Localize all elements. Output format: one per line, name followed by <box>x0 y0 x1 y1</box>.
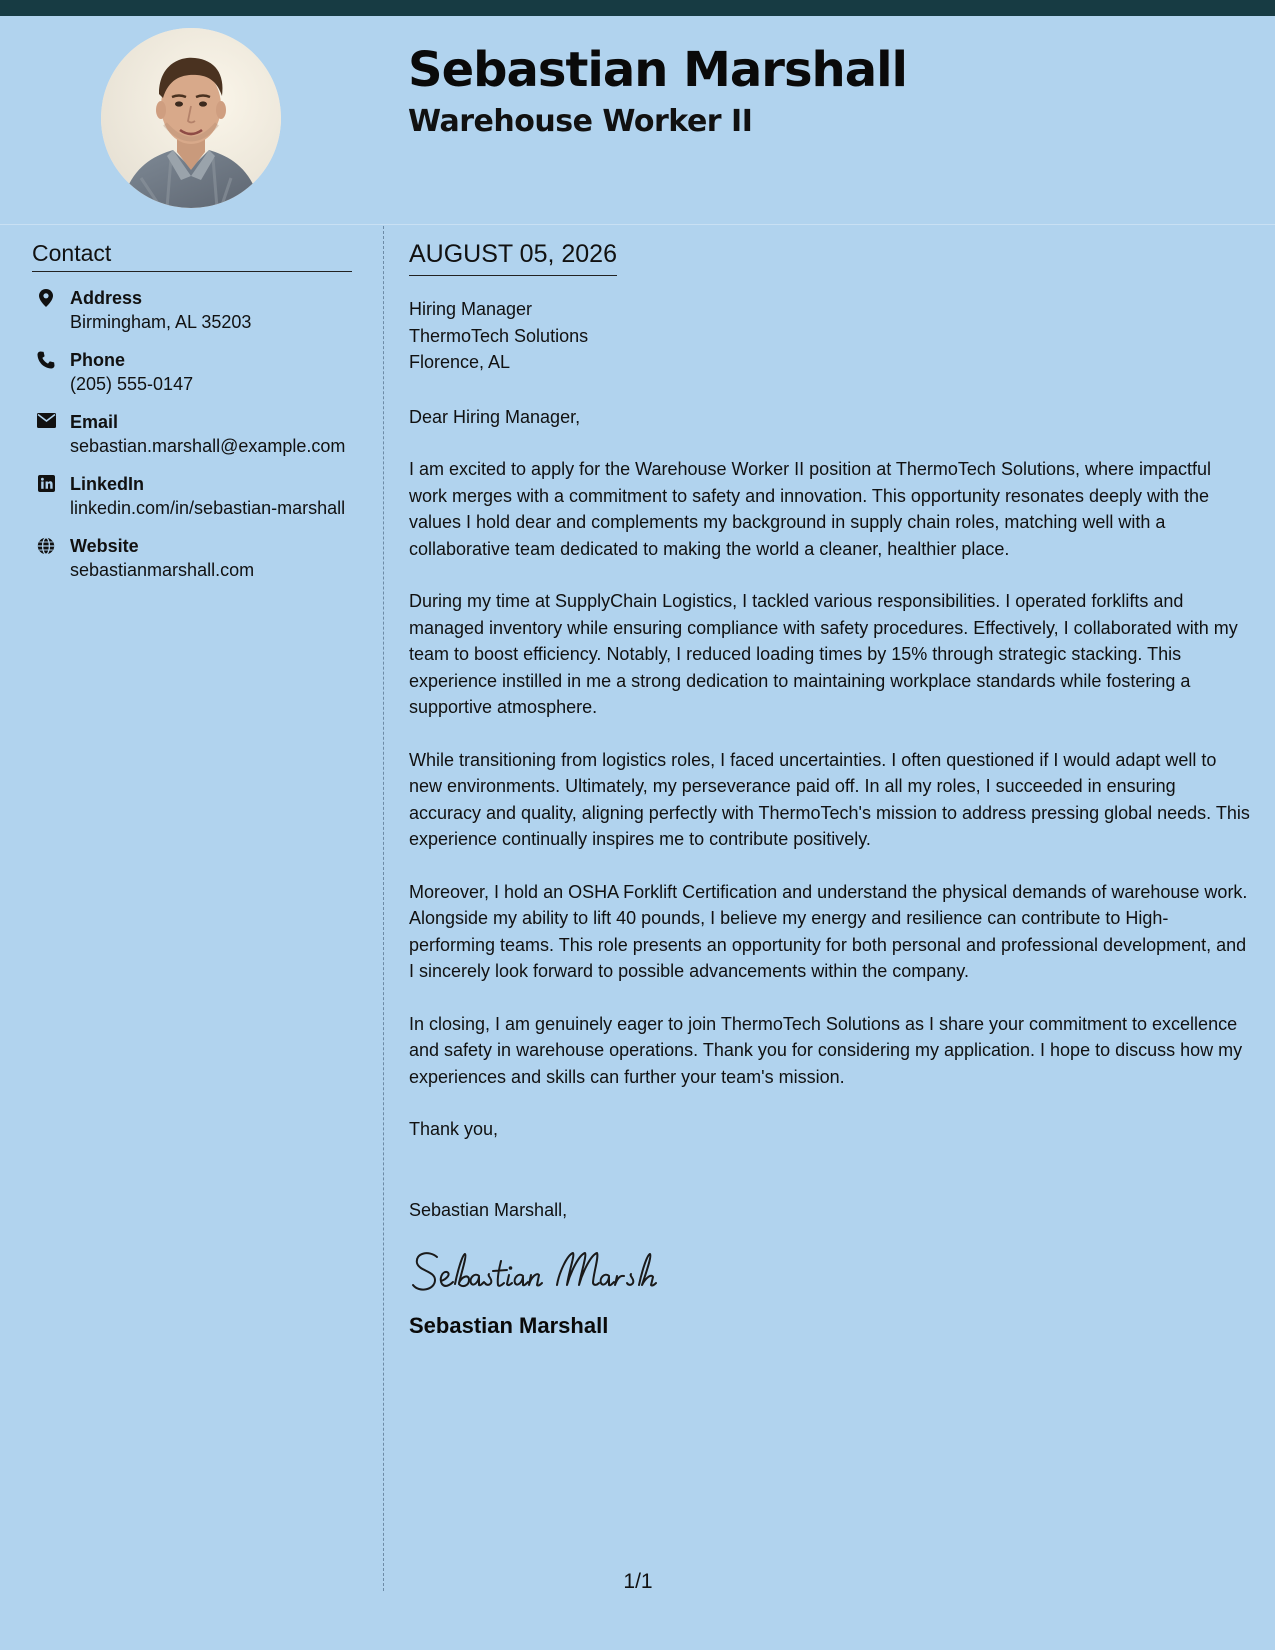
contact-value: sebastianmarshall.com <box>70 560 255 580</box>
globe-icon <box>34 534 58 555</box>
contact-sidebar <box>32 240 352 596</box>
contact-item-address <box>32 286 352 334</box>
letter-paragraph: While transitioning from logistics roles, I faced uncertainties. I often questioned if I would adapt well to new environments. Ultimately, my perseverance paid off. In all my roles, I succeeded in ensuring accuracy and quality, aligning perfectly with ThermoTech's mission to address pressing global needs. This experience continually inspires me to contribute positively. <box>409 749 1250 849</box>
recipient-line: ThermoTech Solutions <box>409 325 589 346</box>
handwritten-signature <box>409 1241 1251 1299</box>
linkedin-icon <box>34 472 58 492</box>
contact-item-phone <box>32 348 352 396</box>
avatar <box>101 28 281 208</box>
closing: Thank you, <box>409 1119 499 1139</box>
contact-value: Birmingham, AL 35203 <box>70 312 252 332</box>
contact-heading: Contact <box>32 240 352 272</box>
recipient-line: Hiring Manager <box>409 299 533 319</box>
contact-label: Website <box>70 536 139 556</box>
candidate-name: Sebastian Marshall <box>408 42 907 98</box>
letter-paragraph: I am excited to apply for the Warehouse Worker II position at ThermoTech Solutions, where impactful work merges with a commitment to safety and innovation. This opportunity resonates deeply with the values I hold dear and complements my background in supply chain roles, matching well with a collaborative team dedicated to making the world a cleaner, healthier place. <box>409 459 1212 559</box>
contact-value: sebastian.marshall@example.com <box>70 436 346 456</box>
recipient-block <box>409 296 1251 376</box>
contact-label: Phone <box>70 350 126 370</box>
contact-value: linkedin.com/in/sebastian-marshall <box>70 498 346 518</box>
job-title: Warehouse Worker II <box>408 104 753 139</box>
column-divider <box>383 226 384 1591</box>
letter-paragraph: During my time at SupplyChain Logistics, I tackled various responsibilities. I operated forklifts and managed inventory while ensuring compliance with safety procedures. Effectively, I collaborated with my team to boost efficiency. Notably, I reduced loading times by 15% through strategic stacking. This experience instilled in me a strong dedication to maintaining workplace standards while fostering a supportive atmosphere. <box>409 591 1238 717</box>
top-accent-bar <box>0 0 1275 16</box>
contact-item-email <box>32 410 352 458</box>
contact-item-linkedin <box>32 472 352 520</box>
printed-name: Sebastian Marshall <box>409 1313 609 1338</box>
letter-body <box>409 240 1251 1339</box>
location-pin-icon <box>34 286 58 307</box>
contact-label: Email <box>70 412 119 432</box>
letter-date: AUGUST 05, 2026 <box>409 240 617 276</box>
contact-item-website <box>32 534 352 582</box>
salutation: Dear Hiring Manager, <box>409 406 581 427</box>
signoff-name: Sebastian Marshall, <box>409 1199 568 1220</box>
phone-icon <box>34 348 58 369</box>
profile-photo <box>101 28 281 208</box>
page-number: 1/1 <box>623 1570 653 1593</box>
header <box>0 16 1275 225</box>
contact-label: LinkedIn <box>70 474 145 494</box>
letter-paragraph: In closing, I am genuinely eager to join ThermoTech Solutions as I share your commitment to excellence and safety in warehouse operations. Thank you for considering my application. I hope to discuss how my experiences and skills can further your team's mission. <box>409 1013 1243 1087</box>
envelope-icon <box>34 410 58 428</box>
contact-value: (205) 555-0147 <box>70 374 194 394</box>
letter-paragraph: Moreover, I hold an OSHA Forklift Certification and understand the physical demands of warehouse work. Alongside my ability to lift 40 pounds, I believe my energy and resilience can contribute to High-performing teams. This role presents an opportunity for both personal and professional development, and I sincerely look forward to possible advancements within the company. <box>409 881 1248 981</box>
contact-label: Address <box>70 288 143 308</box>
recipient-line: Florence, AL <box>409 352 511 372</box>
